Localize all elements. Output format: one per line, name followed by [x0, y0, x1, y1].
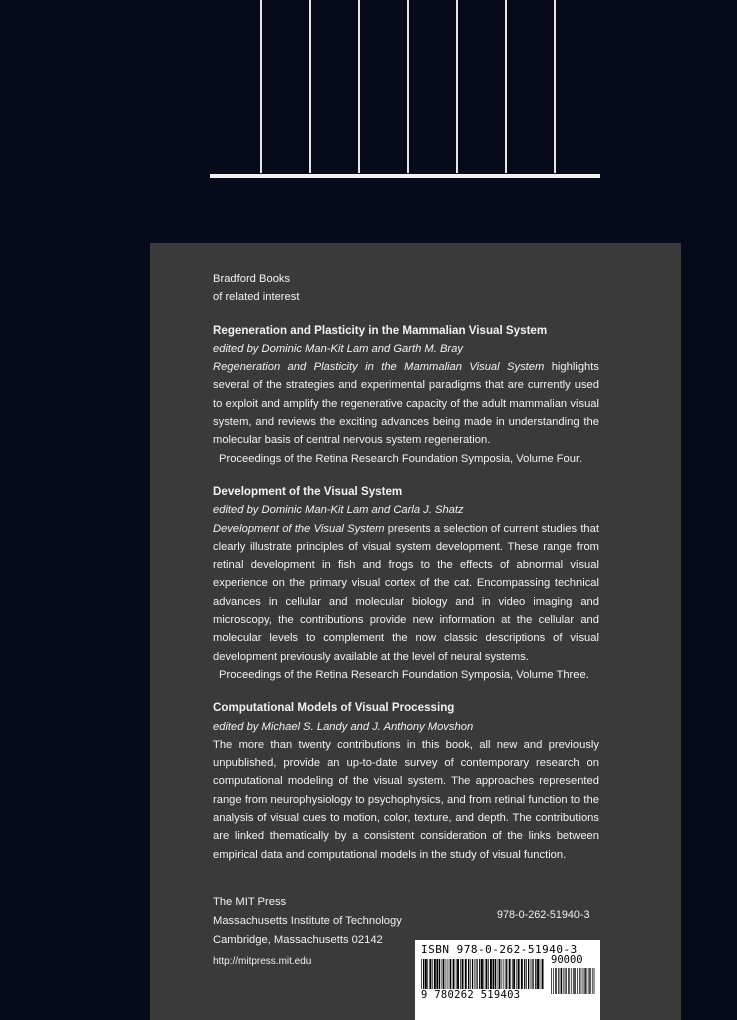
- cover-horizontal-line: [210, 174, 600, 178]
- barcode-bar: [577, 968, 578, 994]
- book-description: [213, 358, 599, 449]
- barcode-bar: [470, 959, 471, 989]
- barcode: [415, 940, 600, 1020]
- book-desc-text: presents a selection of current studies that clearly illustrate principles of visual system development. These range from retinal development in fish and frogs to the effects of abnormal visual experience on the primary visual cortex of the cat. Encompassing technical advances in cellular and molecular biology and in video imaging and microscopy, the contributions provide new information at the cellular and molecular levels to complement the now classic descriptions of visual development previously available at the level of neural systems.: [213, 522, 599, 663]
- barcode-bar: [457, 959, 459, 989]
- barcode-bar: [449, 959, 450, 989]
- barcode-bar: [585, 968, 586, 994]
- barcode-bar: [462, 959, 464, 989]
- intro-line: Bradford Books: [213, 273, 291, 285]
- barcode-bar: [540, 959, 541, 989]
- barcode-bar: [579, 968, 580, 994]
- barcode-bar: [460, 959, 461, 989]
- barcode-bar: [526, 959, 527, 989]
- cover-graphic: [210, 0, 600, 180]
- barcode-bar: [506, 959, 507, 989]
- barcode-bar: [421, 959, 422, 989]
- barcode-bar: [481, 959, 483, 989]
- cover-vertical-line: [505, 0, 507, 173]
- barcode-bar: [423, 959, 424, 989]
- barcode-bar: [568, 968, 569, 994]
- barcode-bar: [581, 968, 582, 994]
- barcode-bar: [516, 959, 517, 989]
- barcode-bar: [561, 968, 562, 994]
- book-description: The more than twenty contributions in this book, all new and previously unpublished, provide an up-to-date survey of contemporary research on computational modeling of the visual system. The approaches represented range from neurophysiology to psychophysics, and from retinal function to the analysis of visual cues to motion, color, texture, and depth. The contributions are linked thematically by a consistent consideration of the links between empirical data and computational models in the study of visual function.: [213, 738, 599, 861]
- isbn-text: 978-0-262-51940-3: [497, 909, 590, 921]
- cover-vertical-line: [260, 0, 262, 173]
- book-entry: [213, 322, 599, 468]
- barcode-addon-digits: 90000: [551, 954, 583, 966]
- barcode-bar: [535, 959, 536, 989]
- back-cover-panel: [150, 243, 681, 1020]
- barcode-bar: [575, 968, 576, 994]
- barcode-bar: [555, 968, 556, 994]
- barcode-bar: [456, 959, 457, 989]
- barcode-bar: [427, 959, 428, 989]
- barcode-digits: 9 780262 519403: [421, 989, 521, 1001]
- book-editors: edited by Dominic Man-Kit Lam and Garth M. Bray: [213, 342, 463, 355]
- barcode-bar: [528, 959, 529, 989]
- barcode-bar: [498, 959, 499, 989]
- book-editors: edited by Dominic Man-Kit Lam and Carla J. Shatz: [213, 504, 464, 517]
- barcode-bar: [583, 968, 584, 994]
- barcode-bar: [509, 959, 511, 989]
- book-desc-title: Development of the Visual System: [213, 522, 385, 535]
- barcode-bar: [447, 959, 448, 989]
- barcode-bar: [560, 968, 561, 994]
- book-title: Computational Models of Visual Processing: [213, 701, 455, 715]
- barcode-bar: [445, 959, 446, 989]
- barcode-bar: [495, 959, 496, 989]
- cover-vertical-line: [554, 0, 556, 173]
- barcode-bar: [588, 968, 589, 994]
- barcode-bar: [450, 959, 451, 989]
- barcode-bar: [551, 968, 552, 994]
- cover-vertical-line: [407, 0, 409, 173]
- barcode-bar: [443, 959, 444, 989]
- publisher-block: [213, 893, 402, 971]
- intro-line: of related interest: [213, 291, 300, 304]
- book-entry: [213, 699, 599, 864]
- barcode-bar: [521, 959, 523, 989]
- book-description: [213, 520, 599, 666]
- barcode-bar: [518, 959, 520, 989]
- barcode-isbn-label: ISBN 978-0-262-51940-3: [421, 943, 578, 956]
- book-entry: [213, 483, 599, 684]
- barcode-bar: [501, 959, 502, 989]
- barcode-bar: [590, 968, 591, 994]
- barcode-bar: [425, 959, 427, 989]
- barcode-bar: [553, 968, 554, 994]
- barcode-bar: [564, 968, 565, 994]
- barcode-bars-icon: [421, 959, 545, 989]
- barcode-bar: [532, 959, 533, 989]
- barcode-bar: [472, 959, 473, 989]
- barcode-bar: [442, 959, 443, 989]
- intro: [213, 270, 599, 307]
- barcode-bar: [453, 959, 455, 989]
- barcode-bar: [505, 959, 506, 989]
- barcode-bar: [565, 968, 566, 994]
- barcode-bar: [479, 959, 480, 989]
- related-books: [213, 270, 599, 864]
- barcode-bar: [571, 968, 572, 994]
- barcode-bar: [594, 968, 595, 994]
- book-note: Proceedings of the Retina Research Foundation Symposia, Volume Four.: [219, 452, 583, 465]
- barcode-bar: [569, 968, 570, 994]
- cover-vertical-line: [358, 0, 360, 173]
- barcode-bar: [512, 959, 513, 989]
- book-title: Regeneration and Plasticity in the Mammalian Visual System: [213, 323, 548, 337]
- barcode-bar: [484, 959, 485, 989]
- barcode-bar: [573, 968, 574, 994]
- barcode-bar: [436, 959, 438, 989]
- book-title: Development of the Visual System: [213, 484, 403, 498]
- barcode-bar: [503, 959, 504, 989]
- barcode-bar: [531, 959, 532, 989]
- cover-vertical-line: [456, 0, 458, 173]
- barcode-bar: [524, 959, 525, 989]
- barcode-addon-bars-icon: [551, 968, 595, 994]
- barcode-bar: [432, 959, 433, 989]
- barcode-bar: [584, 968, 585, 994]
- barcode-bar: [542, 959, 544, 989]
- barcode-bar: [493, 959, 495, 989]
- book-note: Proceedings of the Retina Research Foundation Symposia, Volume Three.: [219, 668, 589, 681]
- barcode-bar: [488, 959, 489, 989]
- publisher-url[interactable]: http://mitpress.mit.edu: [213, 956, 312, 967]
- barcode-bar: [477, 959, 478, 989]
- barcode-bar: [566, 968, 567, 994]
- publisher-name: The MIT Press: [213, 896, 287, 908]
- barcode-bar: [533, 959, 534, 989]
- barcode-bar: [429, 959, 431, 989]
- book-desc-title: Regeneration and Plasticity in the Mammalian Visual System: [213, 361, 545, 374]
- barcode-bar: [465, 959, 467, 989]
- barcode-bar: [537, 959, 539, 989]
- barcode-bar: [486, 959, 488, 989]
- barcode-bar: [558, 968, 559, 994]
- barcode-bar: [490, 959, 492, 989]
- barcode-bar: [592, 968, 593, 994]
- book-desc-text: highlights several of the strategies and experimental paradigms that are currently used to exploit and amplify the regenerative capacity of the adult mammalian visual system, and reviews the exciting advances being made in understanding the molecular basis of central nervous system regeneration.: [213, 361, 599, 447]
- barcode-bar: [476, 959, 477, 989]
- barcode-bar: [556, 968, 557, 994]
- barcode-bar: [468, 959, 469, 989]
- barcode-bar: [513, 959, 515, 989]
- barcode-bar: [589, 968, 590, 994]
- barcode-bar: [499, 959, 500, 989]
- barcode-bar: [434, 959, 436, 989]
- barcode-bar: [475, 959, 476, 989]
- book-editors: edited by Michael S. Landy and J. Anthony Movshon: [213, 720, 474, 733]
- cover-vertical-line: [309, 0, 311, 173]
- publisher-institute: Massachusetts Institute of Technology: [213, 915, 402, 927]
- barcode-bar: [439, 959, 440, 989]
- publisher-city: Cambridge, Massachusetts 02142: [213, 934, 383, 946]
